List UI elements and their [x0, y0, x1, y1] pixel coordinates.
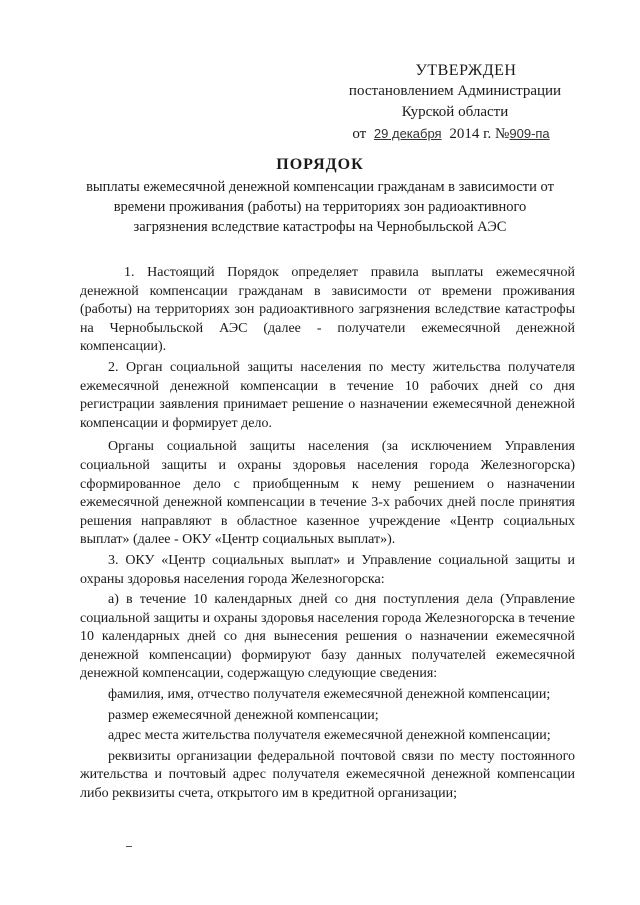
approval-line-1: постановлением Администрации [348, 83, 562, 99]
paragraph: реквизиты организации федеральной почтовой связи по месту постоянного жительства и почтовый адрес получателя ежемесячной денежной компенсации либо реквизиты счета, открытого им в кредитной организации; [80, 748, 575, 802]
paragraph: 1. Настоящий Порядок определяет правила выплаты ежемесячной денежной компенсации гражданам в зависимости от времени проживания (работы) на территориях зон радиоактивного загрязнения вследствие катастрофы на Чернобыльской АЭС (далее - получатели ежемесячной денежной компенсации). [80, 265, 575, 355]
document-body [80, 264, 575, 804]
approval-line-2: Курской области [401, 104, 509, 120]
subtitle-line: выплаты ежемесячной денежной компенсации гражданам в зависимости от [86, 179, 554, 195]
date-prefix: от [352, 126, 367, 142]
paragraph: размер ежемесячной денежной компенсации; [108, 707, 379, 723]
paragraph: а) в течение 10 календарных дней со дня поступления дела (Управление социальной защиты и охраны здоровья населения города Железногорска в течение 10 календарных дней со дня вынесения решения о назначении ежемесячной денежной компенсации) формируют базу данных получателей ежемесячной денежной компенсации, содержащую следующие сведения: [80, 592, 575, 682]
handwritten-date: 29 декабря [373, 126, 442, 141]
approval-date-line [322, 123, 580, 145]
subtitle-line: загрязнения вследствие катастрофы на Чернобыльской АЭС [133, 219, 507, 235]
subtitle-line: времени проживания (работы) на территориях зон радиоактивного [113, 199, 527, 215]
paragraph: 2. Орган социальной защиты населения по месту жительства получателя ежемесячной денежной компенсации в течение 10 рабочих дней со дня регистрации заявления принимает решение о назначении ежемесячной денежной компенсации и формирует дело. [80, 359, 575, 431]
page-mark [126, 846, 132, 847]
paragraph: фамилия, имя, отчество получателя ежемесячной денежной компенсации; [108, 687, 551, 703]
approved-heading: УТВЕРЖДЕН [415, 62, 517, 79]
handwritten-number: 909-па [509, 126, 550, 141]
paragraph: Органы социальной защиты населения (за исключением Управления социальной защиты и охраны здоровья населения города Железногорска) сформированное дело с приобщенным к нему решением о назначении ежемесячной денежной компенсации в течение 3-х рабочих дней после принятия решения направляют в областное казенное учреждение «Центр социальных выплат» (далее - ОКУ «Центр социальных выплат»). [80, 439, 575, 548]
year-part: 2014 г. № [449, 126, 510, 142]
document-title: ПОРЯДОК [276, 156, 364, 173]
document-subtitle [62, 177, 578, 237]
paragraph: адрес места жительства получателя ежемесячной денежной компенсации; [108, 728, 551, 744]
paragraph: 3. ОКУ «Центр социальных выплат» и Управление социальной защиты и охраны здоровья населения города Железногорска: [80, 552, 575, 587]
approval-block [330, 60, 580, 145]
